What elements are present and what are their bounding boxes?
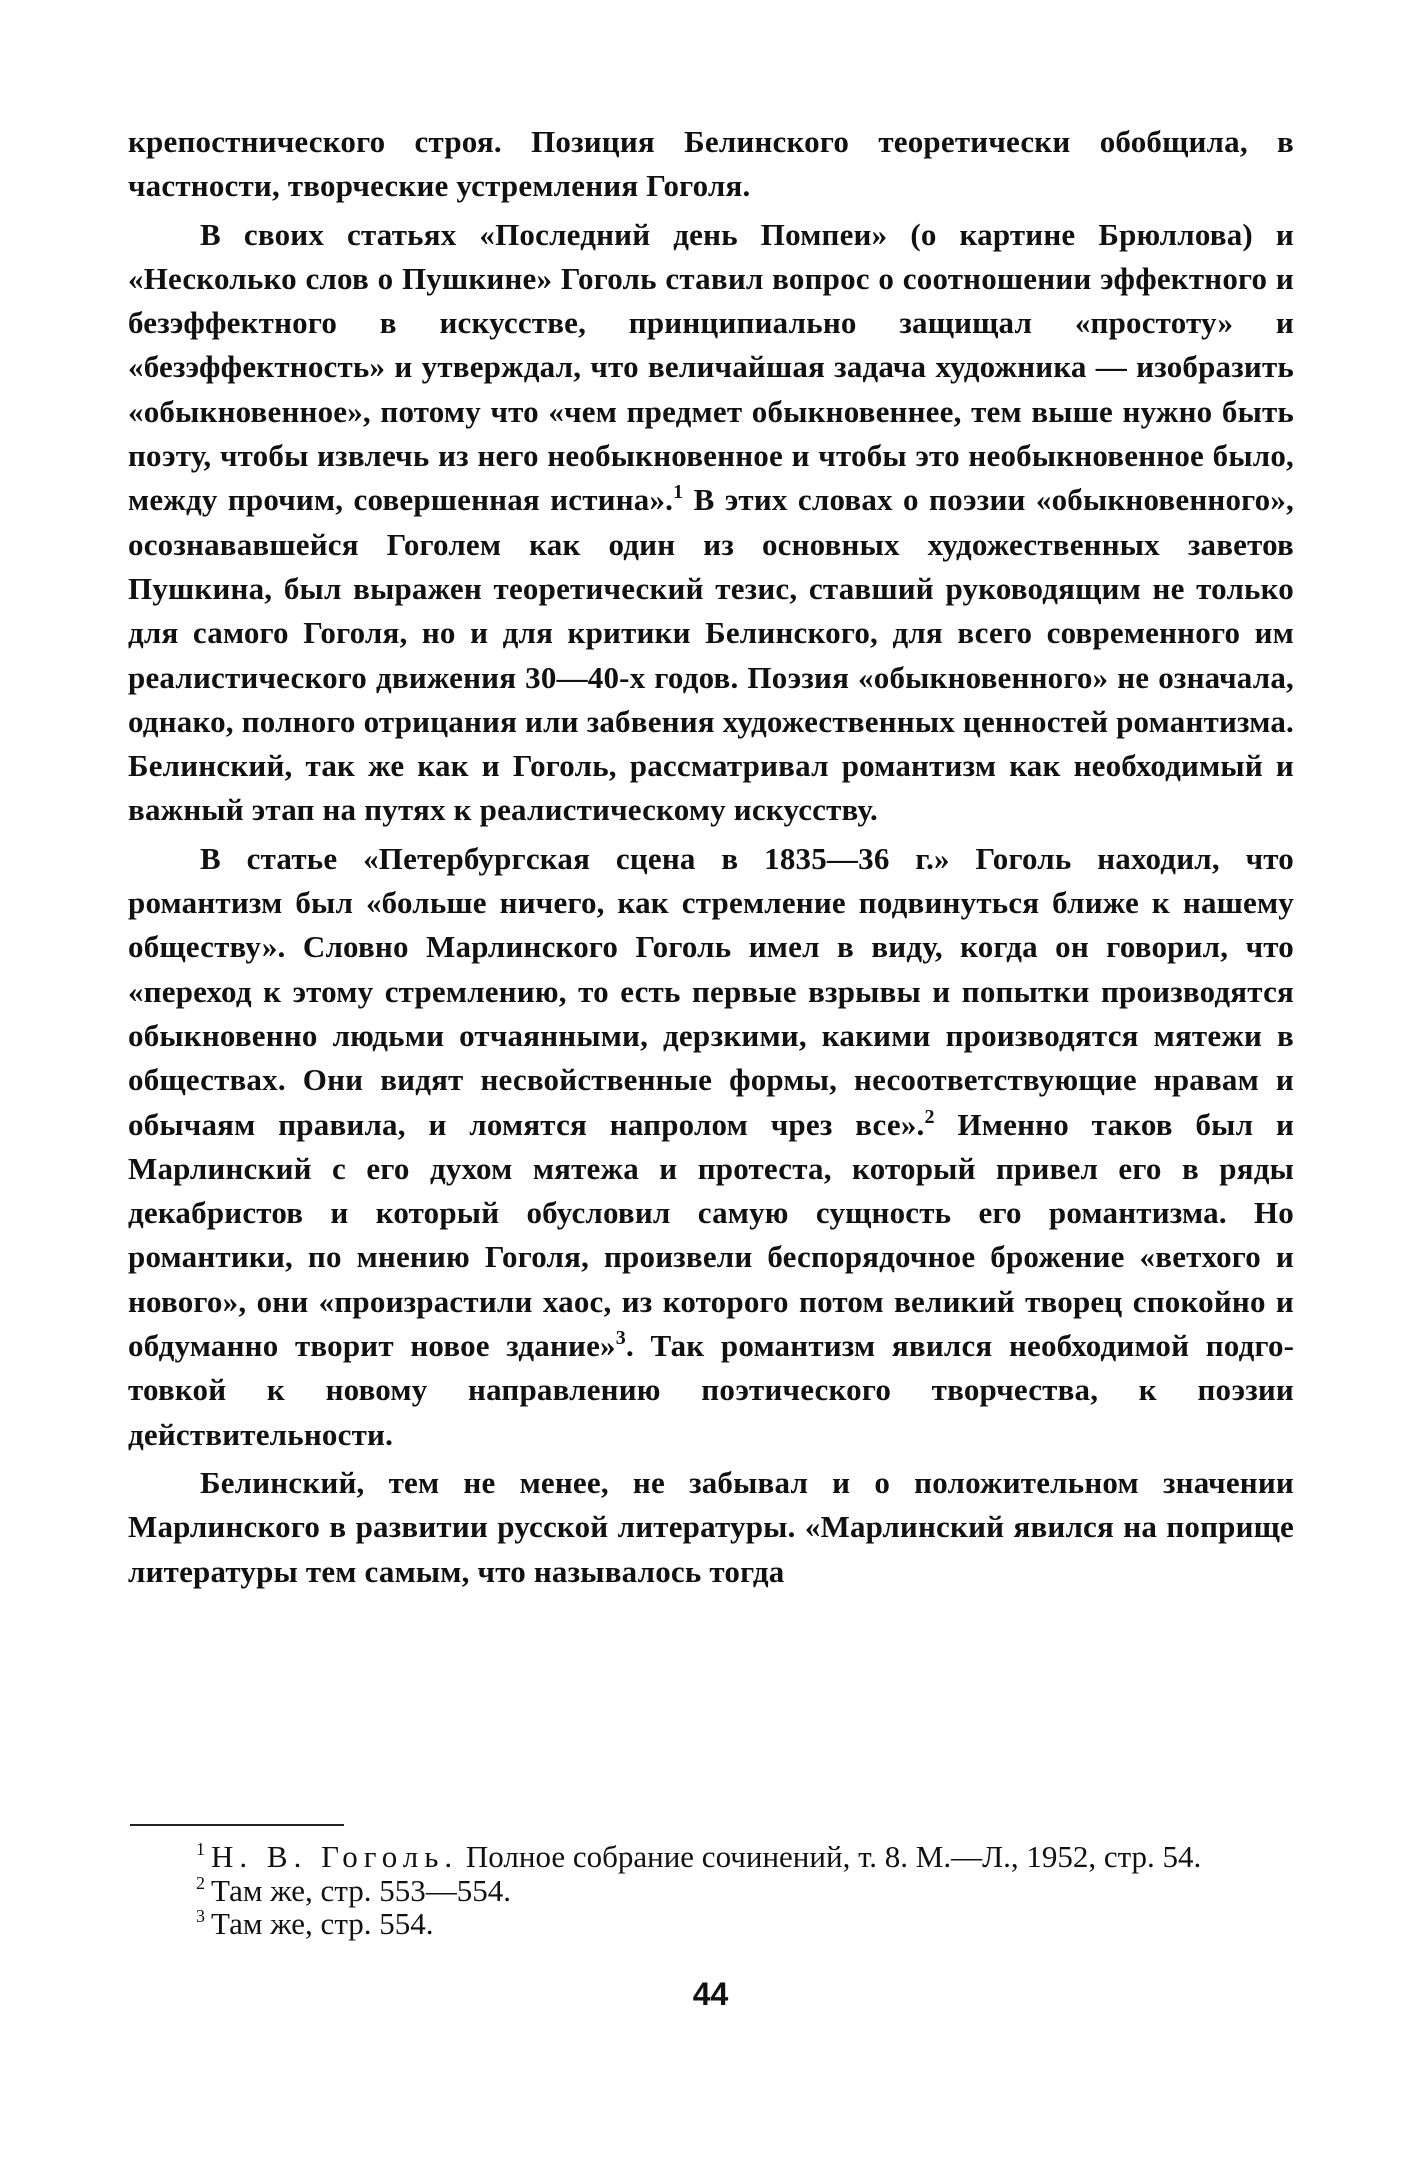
footnote-2 (128, 1874, 1294, 1908)
paragraph-1-text: крепостнического строя. Позиция Белинского теоретически обобщила, в частности, творческие устремления Гоголя. (128, 124, 1294, 204)
footnote-1-number: 1 (196, 1839, 205, 1859)
footnote-ref-1[interactable]: 1 (673, 481, 684, 504)
footnote-2-text: Там же, стр. 553—554. (211, 1872, 511, 1908)
footnote-3 (128, 1907, 1294, 1941)
footnote-3-number: 3 (196, 1906, 205, 1926)
paragraph-3-text-c: . Так романтизм явился необходимой подготовкой к новому направлению поэтического творчества, к поэзии действительности. (128, 1328, 1294, 1452)
paragraph-2-text-a: В своих статьях «Последний день Помпеи» (о картине Брюллова) и «Несколько слов о Пушкине» Гоголь ставил вопрос о соотношении эффектного и безэффектного в искусстве, принципиально защищал «простоту» и «безэффектность» и утверждал, что величайшая задача художника — изобразить «обыкновенное», потому что «чем предмет обыкновеннее, тем выше нужно быть поэту, чтобы извлечь из него необыкновенное и чтобы это необыкновенное было, между прочим, совершенная истина». (128, 216, 1294, 518)
footnote-separator (130, 1824, 344, 1826)
page-number: 44 (692, 1976, 729, 2012)
footnotes (128, 1840, 1294, 1941)
paragraph-1 (128, 120, 1294, 209)
footnote-1 (128, 1840, 1294, 1874)
paragraph-3-text-b: Именно таков был и Марлинский с его духом мятежа и протеста, который привел его в ряды декабристов и который обусловил самую сущность его романтизма. Но романтики, по мнению Гоголя, произвели беспорядочное брожение «ветхого и нового», они «произрастили хаос, из которого потом великий творец спокойно и обдуманно творит новое здание» (128, 1106, 1295, 1364)
paragraph-3-text-a: В статье «Петербургская сцена в 1835—36 г.» Гоголь находил, что романтизм был «больше ничего, как стремление подвинуться ближе к нашему обществу». Словно Марлинского Гоголь имел в виду, когда он говорил, что «переход к этому стремлению, то есть первые взрывы и попытки производятся обыкновенно людьми отчаянными, дерзкими, какими производятся мятежи в обществах. Они видят несвойственные формы, несоответствующие нравам и обычаям правила, и ломятся напролом чрез все». (128, 840, 1294, 1142)
footnote-2-number: 2 (196, 1872, 205, 1893)
footnote-ref-3[interactable]: 3 (615, 1327, 626, 1350)
paragraph-2-text-b: В этих словах о поэзии «обыкновенного», осознававшейся Гоголем как один из основных художественных заветов Пушкина, был выражен теоретический тезис, ставший руководящим не только для самого Гоголя, но и для критики Белинского, для всего современного им реалистического движения 30—40-х годов. Поэзия «обыкновенного» не означала, однако, полного отрицания или забвения художественных ценностей романтизма. Белинский, так же как и Гоголь, рассматривал романтизм как необходимый и важный этап на путях к реалистическому искусству. (128, 482, 1294, 828)
paragraph-3 (128, 837, 1294, 1457)
footnote-3-text: Там же, стр. 554. (211, 1906, 434, 1941)
footnote-1-text: Полное собрание сочинений, т. 8. М.—Л., 1952, стр. 54. (458, 1839, 1202, 1874)
footnote-ref-2[interactable]: 2 (924, 1105, 935, 1128)
paragraph-4 (128, 1461, 1294, 1594)
page-body (128, 120, 1294, 1594)
footnote-1-author: Н. В. Гоголь. (211, 1839, 459, 1874)
paragraph-4-text: Белинский, тем не менее, не забывал и о положительном значении Марлинского в развитии русской литературы. «Марлинский явился на поприще литературы тем самым, что называлось тогда (128, 1464, 1294, 1589)
paragraph-2 (128, 213, 1294, 833)
